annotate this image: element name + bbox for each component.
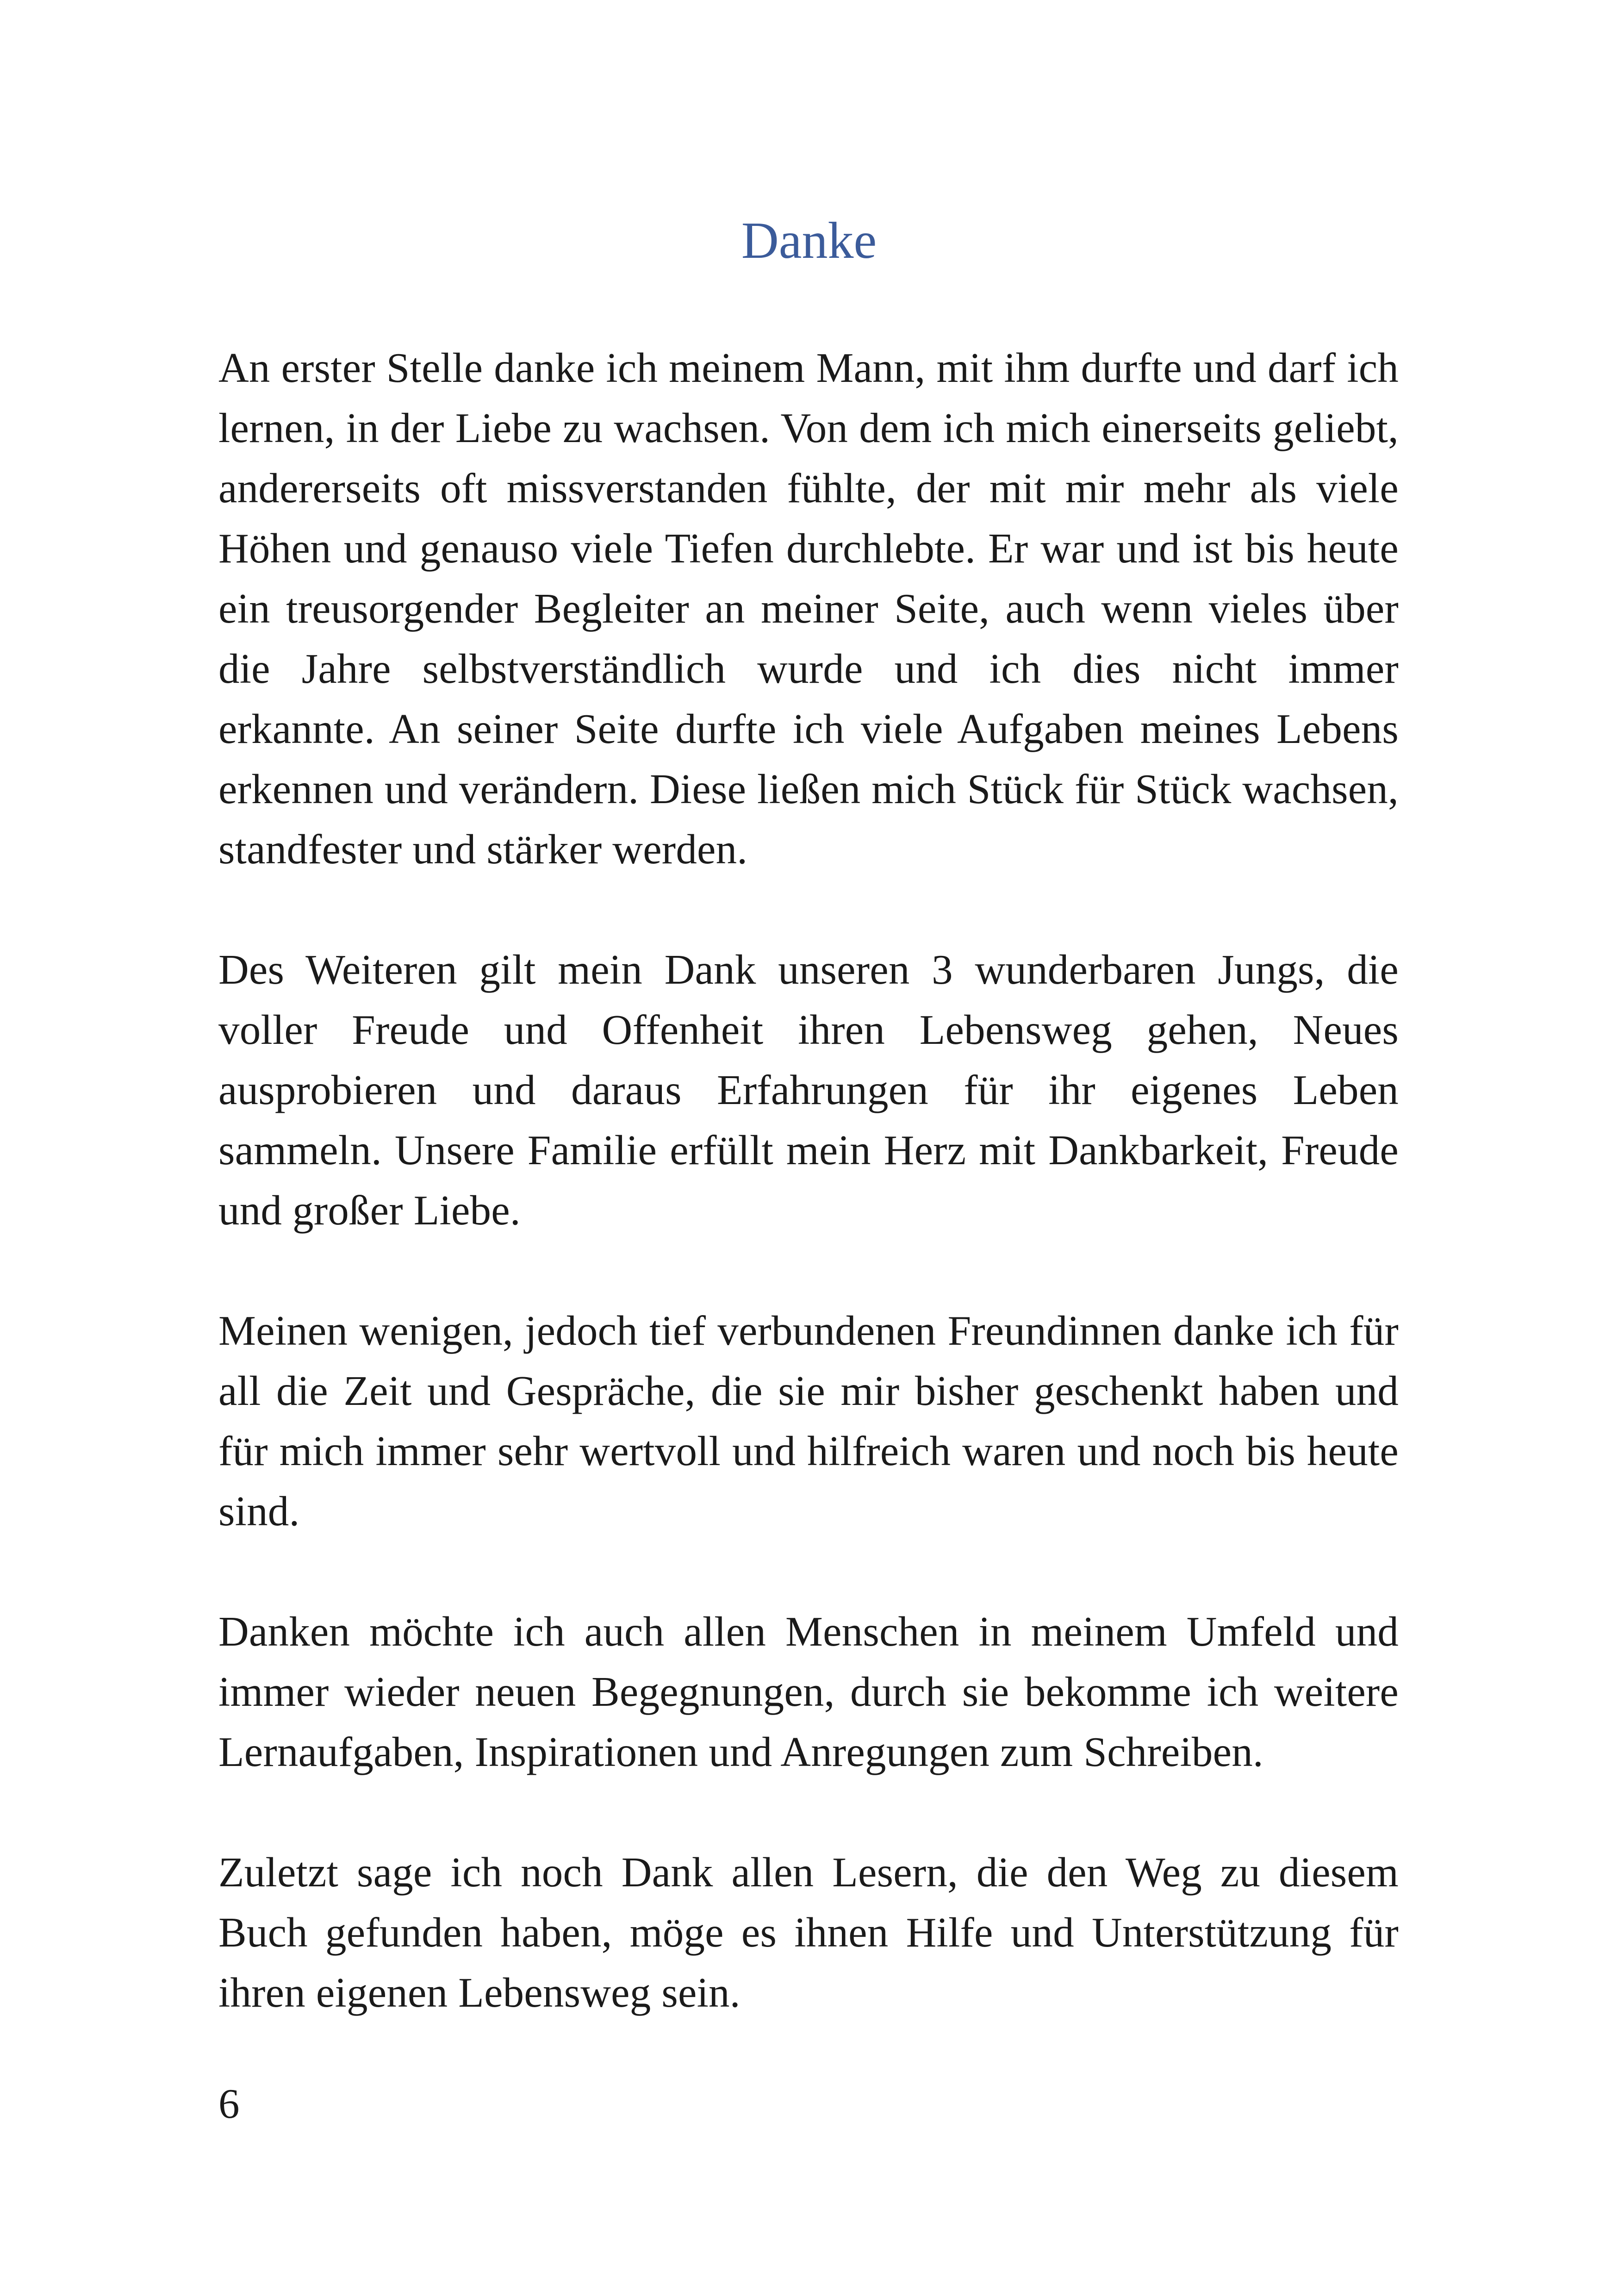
page-title: Danke — [741, 212, 877, 269]
page-number: 6 — [218, 2080, 240, 2127]
paragraph-people: Danken möchte ich auch allen Menschen in meinem Umfeld und immer wieder neuen Begegnungen, durch sie bekomme ich weitere Lernaufgaben, Inspirationen und Anregungen zum Schreiben. — [218, 1608, 1399, 1775]
paragraph-readers: Zuletzt sage ich noch Dank allen Lesern, die den Weg zu diesem Buch gefunden haben, möge es ihnen Hilfe und Unterstützung für ihren eigenen Lebensweg sein. — [218, 1849, 1399, 2016]
paragraph-sons: Des Weiteren gilt mein Dank unseren 3 wunderbaren Jungs, die voller Freude und Offenheit ihren Lebensweg gehen, Neues ausprobieren und daraus Erfahrungen für ihr eigenes Leben sammeln. Unsere Familie erfüllt mein Herz mit Dankbarkeit, Freude und großer Liebe. — [218, 946, 1399, 1234]
paragraph-friends: Meinen wenigen, jedoch tief verbundenen Freundinnen danke ich für all die Zeit und Gespräche, die sie mir bisher geschenkt haben und für mich immer sehr wertvoll und hilfreich waren und noch bis heute sind. — [218, 1307, 1399, 1535]
body-text — [218, 338, 1399, 2083]
paragraph-husband: An erster Stelle danke ich meinem Mann, mit ihm durfte und darf ich lernen, in der Liebe zu wachsen. Von dem ich mich einerseits geliebt, andererseits oft missverstanden fühlte, der mit mir mehr als viele Höhen und genauso viele Tiefen durchlebte. Er war und ist bis heute ein treusorgender Begleiter an meiner Seite, auch wenn vieles über die Jahre selbstverständlich wurde und ich dies nicht immer erkannte. An seiner Seite durfte ich viele Aufgaben meines Lebens erkennen und verändern. Diese ließen mich Stück für Stück wachsen, standfester und stärker werden. — [218, 344, 1399, 873]
